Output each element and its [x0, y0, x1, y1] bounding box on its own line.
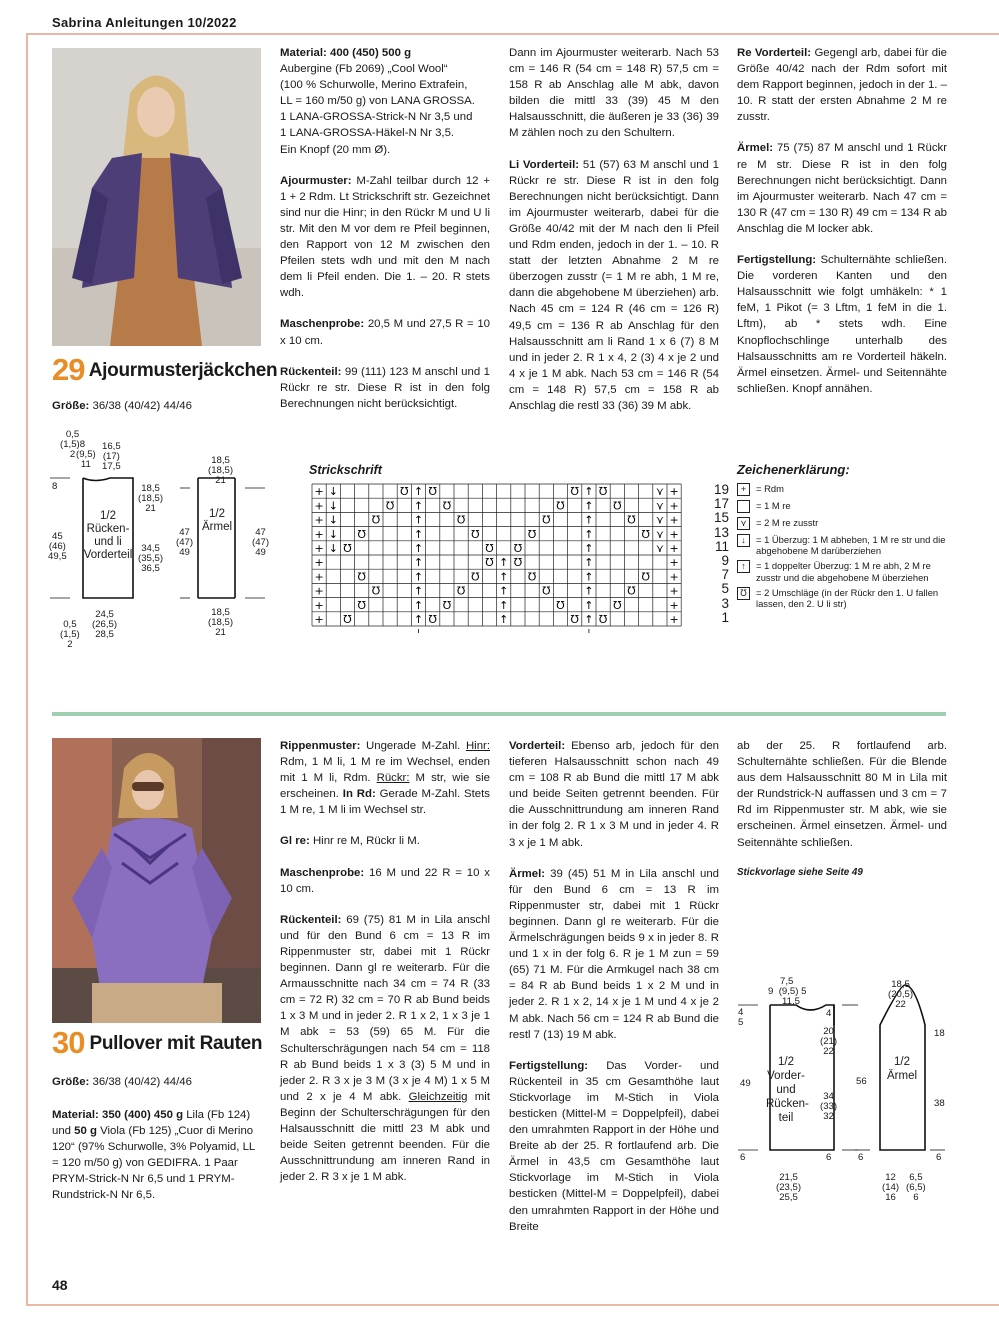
- yarnover-mark: Ʊ: [570, 613, 579, 626]
- double-decrease-mark: ↑: [413, 499, 424, 513]
- double-decrease-mark: ↑: [584, 513, 594, 527]
- double-decrease-mark: ↑: [584, 499, 594, 513]
- yarnover-mark: Ʊ: [556, 598, 565, 612]
- revorder-text: Gegengl arb, dabei für die Größe 40/42 nach der Rdm sofort mit dem Rapport beginnen, jedoch in der 1. – 10. R statt der ersten Abnahme 2 M re zusstr.: [737, 47, 947, 124]
- p30-fertigstellung-continued: ab der 25. R fortlaufend arb. Schulternähte schließen. Für die Blende aus dem Halsausschnitt 80 M in Lila mit der Rundstrick-N auffassen und 3 cm = 7 Rd im Rippenmuster str. M abk, wie sie erscheinen. Ärmel einsetzen. Ärmel- und Seitennähte schließen.: [737, 740, 947, 849]
- decrease-mark: ⋎: [655, 499, 664, 513]
- selvage-mark: +: [669, 584, 679, 598]
- double-decrease-mark: ↑: [413, 598, 424, 612]
- material-line: Aubergine (Fb 2069) „Cool Wool“: [280, 63, 448, 76]
- yarnover-mark: Ʊ: [471, 527, 480, 541]
- selvage-symbol-icon: +: [737, 483, 750, 496]
- selvage-mark: +: [314, 499, 324, 513]
- p30-vorderteil: Vorderteil: Ebenso arb, jedoch für den tieferen Halsausschnitt schon nach 49 cm = 108 R ab Bund die mittl 17 M abk und beide Seiten getrennt beenden. Für die Ausschnittrundung am inneren Rand in der folg 2. R 1 x 3 M und in jeder 4. R 3 x je 1 M abk.: [509, 740, 719, 849]
- dim-neck-width: 11,5: [782, 996, 800, 1007]
- double-decrease-mark: ↑: [413, 584, 424, 598]
- p29-column-2: [280, 45, 490, 427]
- dim-sleeve-left-6: 6: [858, 1152, 864, 1163]
- row-numbers: [703, 483, 729, 625]
- material-line: 1 LANA-GROSSA-Strick-N Nr 3,5 und: [280, 111, 473, 124]
- yarnover-mark: Ʊ: [598, 485, 608, 499]
- size-value: 36/38 (40/42) 44/46: [92, 400, 192, 412]
- yarnover-mark: Ʊ: [527, 527, 537, 541]
- selvage-mark: +: [314, 613, 324, 626]
- yarnover-mark: Ʊ: [442, 598, 452, 612]
- dim-right-side: 34,5 (35,5) 36,5: [138, 543, 164, 574]
- yarnover-mark: Ʊ: [357, 527, 366, 541]
- yarnover-mark: Ʊ: [641, 527, 650, 541]
- dim-left-8: 8: [52, 481, 58, 492]
- selvage-mark: +: [669, 485, 679, 499]
- yarnover-mark: Ʊ: [485, 556, 494, 570]
- yarnover-mark: Ʊ: [527, 570, 537, 584]
- dim-width-top: 16,5 (17) 17,5: [102, 441, 121, 472]
- knitting-chart-grid: [310, 483, 730, 633]
- yarnover-mark: Ʊ: [613, 499, 622, 513]
- size-value: 36/38 (40/42) 44/46: [92, 1076, 192, 1088]
- revorder-label: Re Vorderteil:: [737, 47, 812, 59]
- double-decrease-mark: ↑: [413, 485, 424, 499]
- livorder-label: Li Vorderteil:: [509, 158, 580, 171]
- dim-bottom-width: 24,5 (26,5) 28,5: [92, 609, 118, 640]
- p30-column-3: [509, 738, 719, 1250]
- yarnover-mark: Ʊ: [400, 485, 409, 499]
- pattern-29-title: Ajourmusterjäckchen: [88, 360, 278, 381]
- p30-column-2: [280, 738, 490, 1200]
- dim-bottom-left: 0,5 (1,5) 2: [60, 619, 80, 650]
- selvage-mark: +: [314, 485, 324, 499]
- dim-neck: 7,5: [780, 976, 794, 987]
- p29-material: [280, 45, 490, 158]
- dim-sleeve-right-38: 38: [934, 1098, 945, 1109]
- pattern-30-heading: [52, 1025, 262, 1061]
- ruecken-text: 99 (111) 123 M anschl und 1 Rückr re str. Diese R ist in den folg Berechnungen nicht berücksichtigt.: [280, 365, 490, 410]
- decrease-mark: ↓: [328, 542, 338, 555]
- double-decrease-mark: ↑: [499, 556, 509, 570]
- piece-label-sleeve: 1/2 Ärmel: [886, 1056, 918, 1082]
- selvage-mark: +: [669, 542, 679, 555]
- p29-ruecken-continued: Dann im Ajourmuster weiterarb. Nach 53 cm = 146 R (54 cm = 148 R) 57,5 cm = 158 R ab Anschlag alle M abk, davon bilden die mittl 33 (39) 45 M den Halsausschnitt, die äußeren je 33 (36) 39 M zählen noch zu den Schultern.: [509, 47, 719, 140]
- dim-neck-row: 9 (9,5) 5: [768, 986, 807, 997]
- yarnover-mark: Ʊ: [428, 485, 437, 499]
- yarnover-mark: Ʊ: [513, 542, 523, 555]
- piece-label-sleeve: 1/2 Ärmel: [201, 508, 233, 533]
- dim-right-6: 6: [826, 1152, 832, 1163]
- yarnover-mark: Ʊ: [471, 570, 480, 584]
- p29-li-vorderteil: [509, 157, 719, 415]
- dim-shoulder: (9,5) 11: [76, 449, 96, 470]
- dim-left-4: 4 5: [738, 1007, 744, 1028]
- aermel-text: 75 (75) 87 M anschl und 1 Rückr re M str. Diese R ist in den folg Berechnungen nicht berücksichtigt. Dann im Ajourmuster weiterarb. Nach 47 cm = 130 R (47 cm = 130 R) 49 cm = 134 R ab Anschlag die M locker abk.: [737, 142, 947, 235]
- piece-label-front-back: 1/2 Vorder- und Rücken- teil: [766, 1056, 809, 1124]
- dim-sleeve-bottom: 12 (14) 16: [882, 1172, 900, 1203]
- k2tog-symbol-icon: ⋎: [737, 517, 750, 530]
- dim-right-armhole: 20 (21) 22: [820, 1026, 838, 1057]
- yarnover-mark: Ʊ: [456, 584, 466, 598]
- aermel-label: Ärmel:: [737, 142, 774, 155]
- p29-column-3: [509, 45, 719, 429]
- selvage-mark: +: [669, 527, 679, 541]
- p29-fertigstellung: [737, 252, 947, 397]
- row-number: 3: [721, 595, 729, 611]
- frame-top-line: [26, 33, 999, 35]
- dim-left-height: 45 (46) 49,5: [48, 531, 67, 562]
- yarnover-mark: Ʊ: [513, 556, 523, 570]
- chart-legend: [737, 483, 947, 613]
- p29-column-4: [737, 45, 947, 412]
- livorder-text: 51 (57) 63 M anschl und 1 Rückr re str. Diese R ist in den folg Berechnungen nicht berücksichtigt. Dann im Ajourmuster weiterarb, dabei für die Größe 40/42 mit der M nach den li Pfeil und Rdm enden, jedoch in der 1. – 10. R statt der letzten Abnahme 2 M re überzogen zusstr (= 1 M re abh, 1 M re, dann die abgehobene M überziehen) arb. Nach 45 cm = 124 R (46 cm = 126 R) 49,5 cm = 136 R ab Anschlag für den Halsausschnitt am li Rand 1 x 6 (7) 8 M und in jeder 2. R 1 x 4, 2 (3) 4 x je 2 und 4 x je 1 M abk. Nach 53 cm = 146 R (54 cm = 148 R) 57,5 cm = 158 R ab Anschlag die restl 33 (36) 39 M abk.: [509, 158, 720, 412]
- selvage-mark: +: [314, 570, 324, 584]
- p29-re-vorderteil: [737, 45, 947, 125]
- pattern-29-size: [52, 400, 192, 412]
- selvage-mark: +: [669, 613, 679, 626]
- material-label: Material: 400 (450) 500 g: [280, 47, 412, 59]
- frame-bottom-line: [26, 1304, 999, 1306]
- dim-sleeve-right: 47 (47) 49: [252, 527, 270, 558]
- legend-item: Ʊ = 2 Umschläge (in der Rückr den 1. U fallen lassen, den 2. U li str): [737, 587, 947, 609]
- yarnover-mark: Ʊ: [371, 584, 381, 598]
- yarnover-mark: Ʊ: [456, 513, 466, 527]
- ajour-text: M-Zahl teilbar durch 12 + 1 + 2 Rdm. Lt Strickschrift str. Gezeichnet sind nur die Hinr; in den Rückr M und U li str. Mit den M vor dem re Pfeil beginnen, den Rapport von 12 M zwischen den Pfeilen stets wdh und mit den M nach dem li Pfeil enden. Die 1. – 20. R stets wdh.: [280, 174, 490, 300]
- yarnover-mark: Ʊ: [485, 542, 494, 555]
- dim-sleeve-left: 47 (47) 49: [176, 527, 194, 558]
- p29-maschenprobe: [280, 316, 490, 348]
- yarnover-mark: Ʊ: [542, 513, 551, 527]
- p30-maschenprobe: Maschenprobe: 16 M und 22 R = 10 x 10 cm.: [280, 866, 490, 895]
- double-decrease-mark: ↑: [499, 598, 509, 612]
- embroidery-reference: Stickvorlage siehe Seite 49: [737, 867, 863, 878]
- maschen-label: Maschenprobe:: [280, 318, 365, 331]
- selvage-mark: +: [314, 527, 324, 541]
- yarnover-mark: Ʊ: [627, 513, 636, 527]
- legend-item: = 1 M re: [737, 500, 947, 513]
- material-line: (100 % Schurwolle, Merino Extrafein,: [280, 79, 468, 92]
- yarnover-mark: Ʊ: [385, 499, 395, 513]
- yarnover-mark: Ʊ: [357, 598, 366, 612]
- yarnover-mark: Ʊ: [357, 570, 366, 584]
- double-yarnover-symbol-icon: Ʊ: [737, 587, 750, 600]
- yarnover-mark: Ʊ: [641, 570, 650, 584]
- knit-symbol-icon: [737, 500, 750, 513]
- dim-sleeve-right-18: 18: [934, 1028, 945, 1039]
- double-decrease-mark: ↑: [584, 570, 594, 584]
- row-number: 5: [721, 581, 729, 597]
- yarnover-mark: Ʊ: [343, 542, 352, 555]
- decrease-mark: ⋎: [655, 485, 664, 499]
- pattern-30-number: 30: [52, 1025, 85, 1060]
- double-decrease-mark: ↑: [413, 556, 424, 570]
- dim-sleeve-left: 56: [856, 1076, 867, 1087]
- yarnover-mark: Ʊ: [442, 499, 452, 513]
- p30-schematic: [730, 975, 950, 1205]
- piece-label-back-front: 1/2 Rücken- und li Vorderteil: [83, 510, 133, 561]
- knitting-chart: [310, 483, 730, 633]
- yarnover-mark: Ʊ: [613, 598, 622, 612]
- row-number: 1: [721, 609, 729, 625]
- pattern-29-number: 29: [52, 352, 85, 387]
- decrease-mark: ↓: [328, 527, 338, 541]
- p29-ajourmuster: [280, 173, 490, 302]
- double-decrease-mark: ↑: [584, 584, 594, 598]
- dim-bottom-width: 21,5 (23,5) 25,5: [776, 1172, 802, 1203]
- yarnover-mark: Ʊ: [343, 613, 352, 626]
- ruecken-label: Rückenteil:: [280, 365, 342, 378]
- pattern-29-heading: [52, 352, 277, 388]
- material-line: LL = 160 m/50 g) von LANA GROSSA.: [280, 95, 475, 108]
- selvage-mark: +: [314, 556, 324, 570]
- dim-neck: 0,5 (1,5)8 2: [60, 429, 86, 460]
- ajour-label: Ajourmuster:: [280, 174, 352, 187]
- selvage-mark: +: [314, 542, 324, 555]
- p30-material: Material: 350 (400) 450 g Lila (Fb 124) und 50 g Viola (Fb 125) „Cuor di Merino 120“ (97% Schurwolle, 3% Polyamid, LL = 120 m/50 g) von GEDIFRA. 1 Paar PRYM-Strick-N Nr 6,5 und 1 PRYM-Rundstrick-N Nr 6,5.: [52, 1109, 255, 1202]
- dim-sleeve-top: 18,5 (20,5) 22: [888, 979, 914, 1010]
- legend-item: ↓ = 1 Überzug: 1 M abheben, 1 M re str und die abgehobene M darüberziehen: [737, 534, 947, 556]
- dim-left-49: 49: [740, 1078, 751, 1089]
- selvage-mark: +: [669, 570, 679, 584]
- page-header: Sabrina Anleitungen 10/2022: [52, 15, 237, 30]
- yarnover-mark: Ʊ: [570, 485, 579, 499]
- pattern-30-title: Pullover mit Rauten: [89, 1033, 263, 1054]
- legend-item: ↑ = 1 doppelter Überzug: 1 M re abh, 2 M re zusstr und die abgehobene M überziehen: [737, 560, 947, 582]
- chart-title: Strickschrift: [309, 463, 382, 477]
- p30-rippenmuster: Rippenmuster: Ungerade M-Zahl. Hinr: Rdm, 1 M li, 1 M re im Wechsel, enden mit 1 M li, Rdm. Rückr: M str, wie sie erscheinen. In Rd: Gerade M-Zahl. Stets 1 M re, 1 M li im Wechsel str.: [280, 740, 490, 817]
- selvage-mark: +: [669, 513, 679, 527]
- section-divider: [52, 712, 946, 716]
- row-number: 9: [721, 553, 729, 569]
- double-decrease-mark: ↑: [499, 584, 509, 598]
- yarnover-mark: Ʊ: [428, 613, 437, 626]
- double-decrease-mark: ↑: [499, 570, 509, 584]
- double-decrease-mark: ↑: [413, 513, 424, 527]
- selvage-mark: +: [314, 598, 324, 612]
- yarnover-mark: Ʊ: [542, 584, 551, 598]
- decrease-mark: ⋎: [655, 527, 664, 541]
- double-decrease-mark: ↑: [584, 598, 594, 612]
- pattern-30-size: [52, 1076, 192, 1088]
- dim-right-4: 4: [826, 1008, 832, 1019]
- double-decrease-mark: ↑: [413, 527, 424, 541]
- double-decrease-mark: ↑: [413, 570, 424, 584]
- p29-aermel: [737, 140, 947, 237]
- fertig-label: Fertigstellung:: [737, 254, 817, 267]
- row-number: 11: [714, 538, 729, 554]
- fertig-text: Schulternähte schließen. Die vorderen Kanten und den Halsausschnitt wie folgt umhäkeln: * 1 feM, 1 Pikot (= 3 Lftm, 1 feM in die 1. Lftm), ab * stets wdh. Eine Knopflochschlinge unterhalb des Halsausschnitts am re Vorderteil häkeln. Ärmel einsetzen. Ärmel- und Seitennähte schließen. Knopf annähen.: [737, 254, 947, 395]
- double-decrease-mark: ↑: [584, 556, 594, 570]
- selvage-mark: +: [314, 513, 324, 527]
- p30-rueckenteil: Rückenteil: 69 (75) 81 M in Lila anschl und für den Bund 6 cm = 13 R im Rippenmuster str, dabei mit 1 Rückr beginnen. Dann gl re weiterarb. Für die Armausschnitte nach 34 cm = 74 R (33 cm = 72 R) 32 cm = 70 R ab Bund beids 1 x 3 M und in jeder 2. R 1 x 2, 1 x 3 je 1 M abk = 53 (59) 65 M. Für die Schulterschrägungen nach 54 cm = 118 R ab Bund beids 1 x 3 (3) 5 M und in jeder 2. R 3 x je 3 M (3 x je 4 M) 1 x 5 M und 2 x je 4 M abk. Gleichzeitig mit Beginn der Schulterschrägungen für den Halsausschnitt die mittl 23 M abk und beide Seiten getrennt beenden. Für die Ausschnittrundung am inneren Rand in jeder 2. R 3 x je 1 M abk.: [280, 913, 490, 1184]
- size-label: Größe:: [52, 400, 90, 412]
- row-number: 13: [713, 524, 729, 540]
- double-decrease-symbol-icon: ↑: [737, 560, 750, 573]
- legend-item: ⋎ = 2 M re zusstr: [737, 517, 947, 530]
- selvage-mark: +: [669, 499, 679, 513]
- p29-rueckenteil: [280, 364, 490, 412]
- frame-left-line: [26, 33, 28, 1306]
- yarnover-mark: Ʊ: [598, 613, 608, 626]
- yarnover-mark: Ʊ: [556, 499, 565, 513]
- legend-title: Zeichenerklärung:: [737, 462, 850, 477]
- double-decrease-mark: ↑: [584, 542, 594, 555]
- double-decrease-mark: ↑: [413, 613, 424, 626]
- row-number: 7: [721, 567, 729, 583]
- material-line: 1 LANA-GROSSA-Häkel-N Nr 3,5.: [280, 127, 455, 140]
- yarnover-mark: Ʊ: [627, 584, 636, 598]
- dim-sleeve-bottom: 18,5 (18,5) 21: [208, 607, 234, 638]
- dim-right-armhole: 18,5 (18,5) 21: [138, 483, 164, 514]
- maschen-text: 20,5 M und 27,5 R = 10 x 10 cm.: [280, 318, 490, 347]
- size-label: Größe:: [52, 1076, 90, 1088]
- skp-symbol-icon: ↓: [737, 534, 750, 547]
- selvage-mark: +: [314, 584, 324, 598]
- decrease-mark: ⋎: [655, 542, 664, 555]
- photo-jacket-model: [52, 48, 261, 346]
- selvage-mark: +: [669, 556, 679, 570]
- decrease-mark: ↓: [328, 513, 338, 527]
- page-number: 48: [52, 1277, 68, 1293]
- photo-sweater-model: [52, 738, 261, 1023]
- p30-glatt-rechts: Gl re: Hinr re M, Rückr li M.: [280, 835, 420, 848]
- p29-schematic: [40, 428, 280, 653]
- p30-aermel: Ärmel: 39 (45) 51 M in Lila anschl und für den Bund 6 cm = 13 R im Rippenmuster str, dabei mit 1 Rückr beginnen. Dann gl re weiterarb. Für die Ärmelschrägungen beids 9 x in jeder 8. R und 1 x in der folg 6. R je 1 M zun = 59 (65) 71 M. Für die Armkugel nach 38 cm = 84 R ab Bund beids 1 x 2 M und in jeder 2. R 1 x 2, 14 x je 1 M und 4 x je 2 M abk. Nach 56 cm = 124 R ab Bund die restl 7 (13) 19 M abk.: [509, 867, 720, 1041]
- decrease-mark: ⋎: [655, 513, 664, 527]
- p30-schematic-lines: [730, 975, 950, 1205]
- row-number: 19: [713, 482, 729, 497]
- double-decrease-mark: ↑: [499, 613, 509, 626]
- jacket-model-illustration: [52, 48, 261, 346]
- dim-left-6: 6: [740, 1152, 746, 1163]
- dim-sleeve-right-6: 6: [936, 1152, 942, 1163]
- double-decrease-mark: ↑: [584, 613, 594, 626]
- material-line: Ein Knopf (20 mm Ø).: [280, 143, 391, 156]
- p30-fertigstellung: Fertigstellung: Das Vorder- und Rückenteil in 35 cm Gesamthöhe laut Stickvorlage im M-Stich in Viola besticken (Mittel-M = Doppelpfeil), dabei den umrahmten Rapport in der Höhe und Breite ab der 25. R fortlaufend arb. Die Ärmel in 43,5 cm Gesamthöhe laut Stickvorlage im M-Stich in Viola besticken (Mittel-M = Doppelpfeil), dabei den umrahmten Rapport in der Höhe und Breite: [509, 1059, 719, 1233]
- double-decrease-mark: ↑: [584, 527, 594, 541]
- dim-sleeve-bottom-cuff: 6,5 (6,5) 6: [906, 1172, 926, 1203]
- double-decrease-mark: ↑: [584, 485, 594, 499]
- selvage-mark: +: [669, 598, 679, 612]
- decrease-mark: ↓: [328, 485, 338, 499]
- dim-right-side: 34 (33) 32: [820, 1091, 838, 1122]
- dim-sleeve-top: 18,5 (18,5) 21: [208, 455, 234, 486]
- decrease-mark: ↓: [328, 499, 338, 513]
- row-number: 17: [713, 496, 729, 512]
- sweater-model-illustration: [52, 738, 261, 1023]
- p30-column-4: [737, 738, 947, 866]
- yarnover-mark: Ʊ: [371, 513, 381, 527]
- legend-item: + = Rdm: [737, 483, 947, 496]
- row-number: 15: [713, 510, 729, 526]
- double-decrease-mark: ↑: [413, 542, 424, 555]
